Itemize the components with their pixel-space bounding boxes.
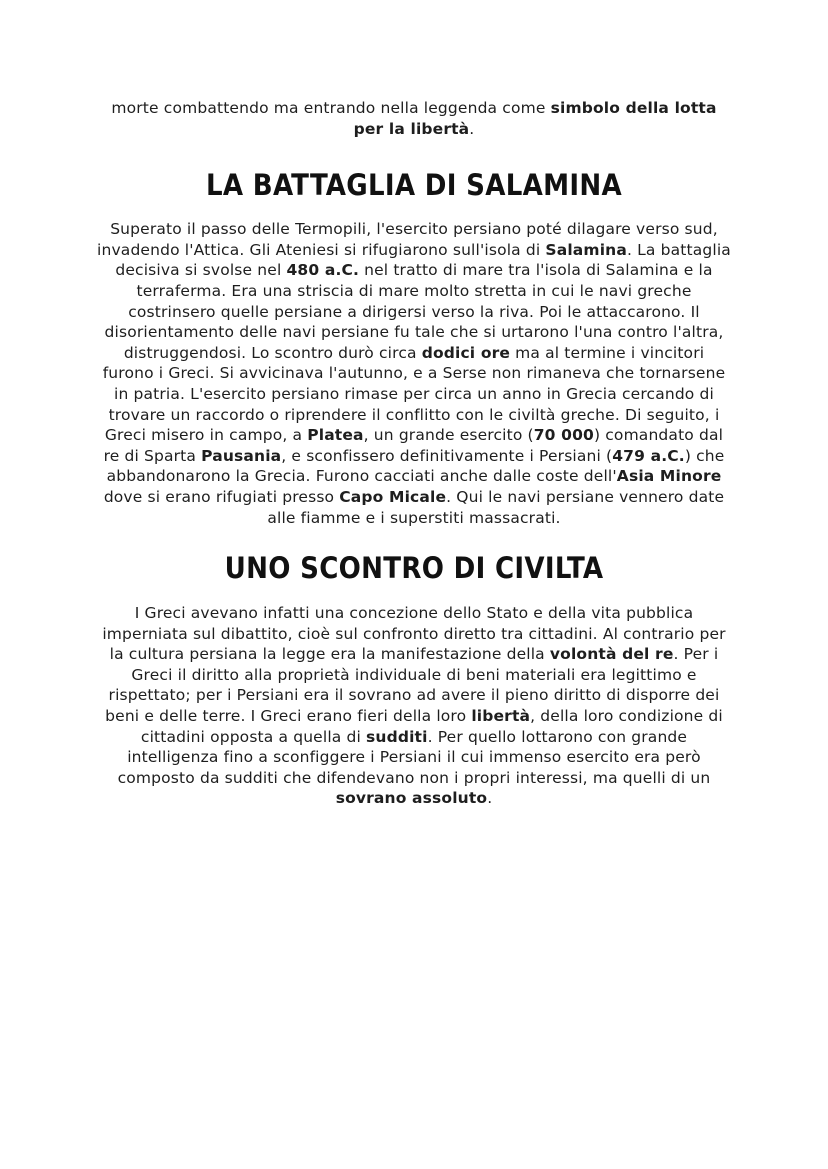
intro-text: morte combattendo ma entrando nella leggenda come bbox=[111, 99, 551, 117]
bold-term: dodici ore bbox=[421, 343, 511, 362]
bold-term: 480 a.C. bbox=[286, 261, 360, 280]
paragraph-text: , un grande esercito ( bbox=[363, 426, 534, 445]
section-title-civilta: UNO SCONTRO DI CIVILTA bbox=[224, 551, 604, 586]
paragraph-text: . Per i Greci il diritto alla proprietà individuale di beni materiali era legittimo e rispettato; per i Persiani era il sovrano ad avere il pieno diritto di disporre dei beni e delle terre. I Greci erano fieri della loro bbox=[105, 645, 720, 726]
section-paragraph-civilta bbox=[96, 603, 732, 809]
section-title-salamina: LA BATTAGLIA DI SALAMINA bbox=[205, 168, 623, 203]
bold-term: Capo Micale bbox=[339, 487, 447, 506]
paragraph-text: I Greci avevano infatti una concezione dello Stato e della vita pubblica imperniata sul dibattito, cioè sul confronto diretto tra cittadini. Al contrario per la cultura persiana la legge era la manifestazione della bbox=[102, 604, 726, 664]
bold-term: Platea bbox=[307, 426, 364, 445]
paragraph-text: nel tratto di mare tra l'isola di Salamina e la terraferma. Era una striscia di mare molto stretta in cui le navi greche costrinsero quelle persiane a dirigersi verso la riva. Poi le attaccarono. Il disorientamento delle navi persiane fu tale che si urtarono l'una contro l'altra, distruggendosi. Lo scontro durò circa bbox=[104, 261, 724, 362]
paragraph-text: , e sconfissero definitivamente i Persiani ( bbox=[281, 446, 613, 465]
paragraph-text: ma al termine i vincitori furono i Greci. Si avvicinava l'autunno, e a Serse non rimaneva che tornarsene in patria. L'esercito persiano rimase per circa un anno in Grecia cercando di trovare un raccordo o riprendere il conflitto con le civiltà greche. Di seguito, i Greci misero in campo, a bbox=[102, 343, 726, 445]
section-paragraph-salamina bbox=[96, 219, 732, 528]
bold-term: sudditi bbox=[366, 727, 428, 746]
bold-term: volontà del re bbox=[549, 645, 674, 664]
bold-term: 479 a.C. bbox=[612, 446, 685, 465]
bold-term: libertà bbox=[471, 707, 531, 726]
paragraph-text: ) comandato dal re di Sparta bbox=[103, 426, 724, 465]
intro-paragraph bbox=[96, 98, 732, 139]
paragraph-text: . Per quello lottarono con grande intelligenza fino a sconfiggere i Persiani il cui immenso esercito era però composto da sudditi che difendevano non i propri interessi, ma quelli di un bbox=[117, 727, 711, 787]
bold-term: Salamina bbox=[545, 240, 627, 259]
paragraph-text: ) che abbandonarono la Grecia. Furono cacciati anche dalle coste dell' bbox=[106, 446, 725, 486]
paragraph-text: . Qui le navi persiane vennero date alle fiamme e i superstiti massacrati. bbox=[267, 487, 725, 527]
paragraph-text: . bbox=[487, 789, 493, 808]
paragraph-text: , della loro condizione di cittadini opposta a quella di bbox=[140, 707, 723, 746]
paragraph-text: dove si erano rifugiati presso bbox=[103, 487, 340, 506]
paragraph-text: . La battaglia decisiva si svolse nel bbox=[115, 240, 731, 280]
bold-term: 70 000 bbox=[533, 426, 594, 445]
intro-bold-text: simbolo della lotta per la libertà bbox=[353, 99, 717, 138]
document-page bbox=[96, 92, 732, 809]
intro-text: . bbox=[469, 119, 475, 138]
bold-term: Asia Minore bbox=[616, 467, 722, 486]
bold-term: sovrano assoluto bbox=[335, 789, 488, 808]
bold-term: Pausania bbox=[201, 446, 282, 465]
paragraph-text: Superato il passo delle Termopili, l'esercito persiano poté dilagare verso sud, invadendo l'Attica. Gli Ateniesi si rifugiarono sull'isola di bbox=[97, 220, 718, 259]
